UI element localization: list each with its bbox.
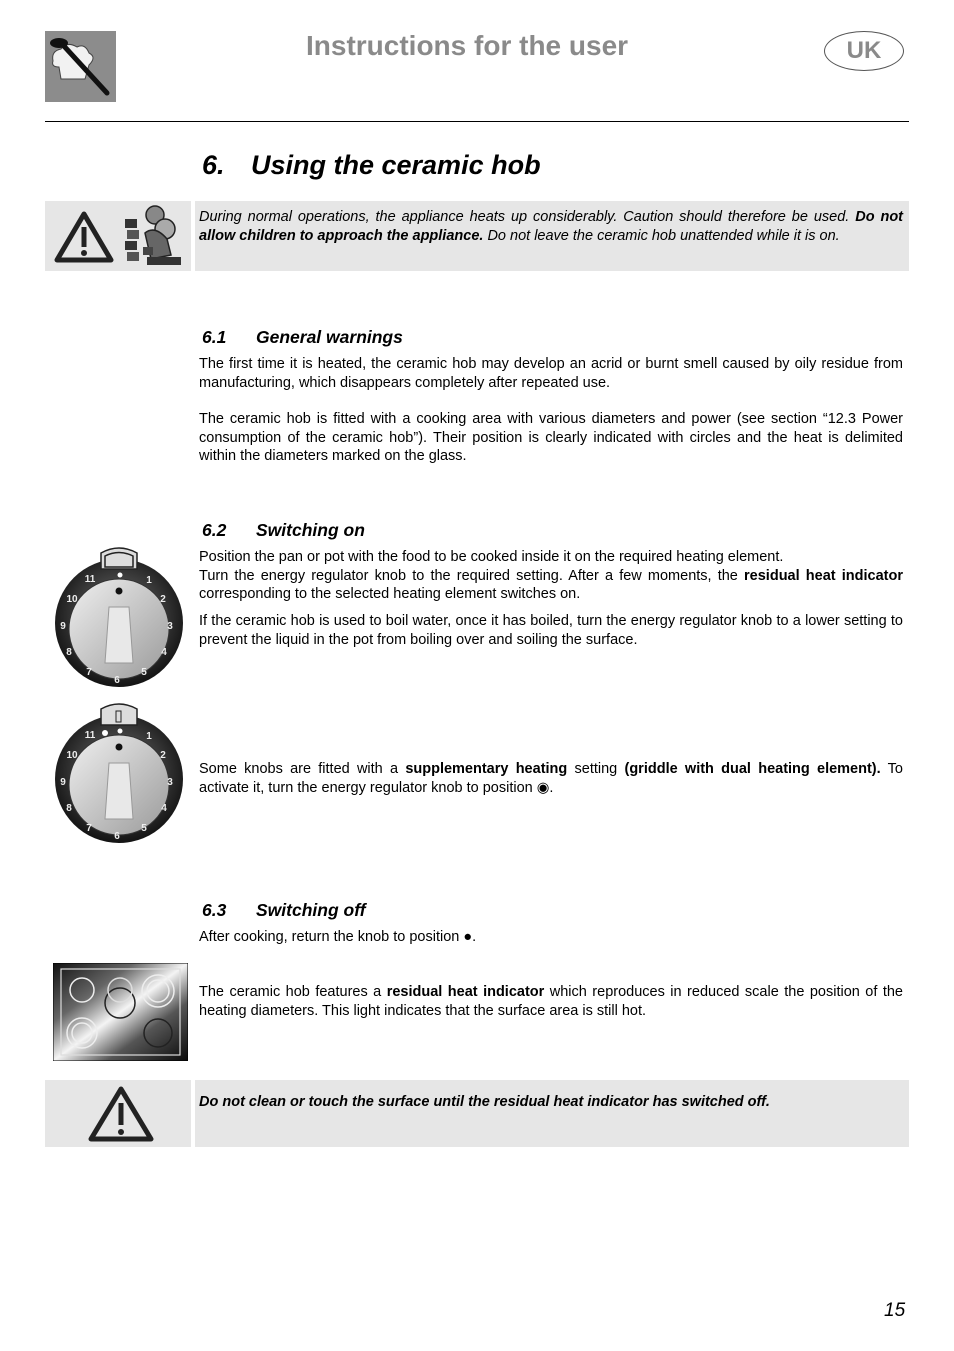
knob-label: 7: [86, 667, 92, 678]
section-number: 6.1: [202, 327, 227, 347]
chapter-title: [202, 150, 541, 181]
warning-text-bold: Do not allow children to approach the appliance.: [199, 209, 904, 244]
knob-label: 11: [84, 730, 96, 741]
knob-label: 1: [146, 575, 152, 586]
knob-label: 2: [160, 750, 166, 761]
control-knob-illustration: [53, 701, 183, 846]
section-heading-switching-off: [202, 900, 366, 921]
knob-label: 4: [161, 647, 167, 658]
text-bold: supplementary heating: [405, 761, 568, 777]
section-heading-general-warnings: [202, 327, 403, 348]
child-climbing-icon: [121, 203, 187, 269]
paragraph: The ceramic hob is fitted with a cooking area with various diameters and power (see section “12.3 Power consumption of the ceramic hob”). Their position is clearly indicated with circles and the heat is delimited within the diameters marked on the glass.: [199, 411, 903, 464]
knob-label: 5: [141, 823, 147, 834]
warning-triangle-icon: [53, 210, 115, 264]
paragraph: [199, 760, 903, 797]
warning-bottom-text: Do not clean or touch the surface until the residual heat indicator has switched off.: [199, 1094, 770, 1110]
text-bold: residual heat indicator: [744, 567, 903, 584]
knob-label: 9: [60, 777, 66, 788]
ceramic-hob-illustration: [53, 963, 188, 1061]
paragraph-line: Position the pan or pot with the food to be cooked inside it on the required heating element.: [199, 549, 784, 565]
section-title: General warnings: [256, 327, 403, 347]
knob-label: 6: [114, 675, 120, 686]
knob-label: 9: [60, 621, 66, 632]
paragraph: After cooking, return the knob to position ●.: [199, 929, 477, 945]
warning-triangle-icon: [87, 1085, 155, 1143]
section-number: 6.2: [202, 520, 227, 540]
paragraph: [199, 548, 903, 604]
paragraph: If the ceramic hob is used to boil water, once it has boiled, turn the energy regulator knob to a lower setting to prevent the liquid in the pot from boiling over and soiling the surface.: [199, 613, 903, 648]
knob-label: 2: [160, 594, 166, 605]
country-badge: UK: [824, 31, 904, 71]
logo-icon: [45, 31, 116, 102]
text-run: setting: [574, 761, 618, 777]
knob-label: 6: [114, 831, 120, 842]
control-knob-icon: [53, 545, 185, 691]
section-title: Switching on: [256, 520, 365, 540]
page-header-title: Instructions for the user: [306, 30, 629, 61]
text-run: To activate it, turn the energy regulator knob to position ◉.: [199, 761, 903, 796]
text-run: Some knobs are fitted with a: [199, 761, 399, 777]
knob-label: 7: [86, 823, 92, 834]
paragraph: [199, 983, 903, 1020]
section-title: Switching off: [256, 900, 366, 920]
knob-label: 3: [167, 621, 173, 632]
knob-label: 8: [66, 803, 72, 814]
knob-label: 5: [141, 667, 147, 678]
text-run: The ceramic hob features a: [199, 984, 382, 1000]
chapter-number: 6.: [202, 150, 225, 180]
text-run: which reproduces in reduced scale the position of the heating diameters. This light indicates that the surface area is still hot.: [199, 984, 903, 1019]
knob-label: 11: [84, 574, 96, 585]
page-number: 15: [884, 1300, 906, 1321]
text-bold: (griddle with dual heating element).: [624, 761, 881, 777]
ceramic-hob-icon: [53, 963, 188, 1061]
warning-text-panel: [195, 1080, 909, 1147]
section-number: 6.3: [202, 900, 227, 920]
warning-paragraph: [199, 208, 903, 245]
warning-text-2: Do not leave the ceramic hob unattended while it is on.: [487, 227, 840, 244]
text-run: corresponding to the selected heating element switches on.: [199, 586, 581, 602]
header-divider: [45, 121, 909, 122]
knob-label: 4: [161, 803, 167, 814]
warning-text-1: During normal operations, the appliance heats up considerably. Caution should therefore be used.: [199, 209, 850, 225]
text-run: Turn the energy regulator knob to the required setting. After a few moments, the: [199, 567, 738, 584]
warning-icon-panel: [45, 201, 191, 271]
knob-label: 10: [66, 594, 78, 605]
section-heading-switching-on: [202, 520, 365, 541]
paragraph-line: [199, 567, 903, 604]
knob-label: 8: [66, 647, 72, 658]
chapter-title-text: Using the ceramic hob: [251, 150, 541, 180]
knob-label: 1: [146, 731, 152, 742]
knob-label: 10: [66, 750, 78, 761]
control-knob-illustration: [53, 545, 183, 690]
knob-label: 3: [167, 777, 173, 788]
control-knob-dual-icon: [53, 701, 185, 847]
paragraph: The first time it is heated, the ceramic hob may develop an acrid or burnt smell caused by oily residue from manufacturing, which disappears completely after repeated use.: [199, 356, 903, 391]
text-bold: residual heat indicator: [386, 984, 545, 1000]
warning-icon-panel: [45, 1080, 191, 1147]
